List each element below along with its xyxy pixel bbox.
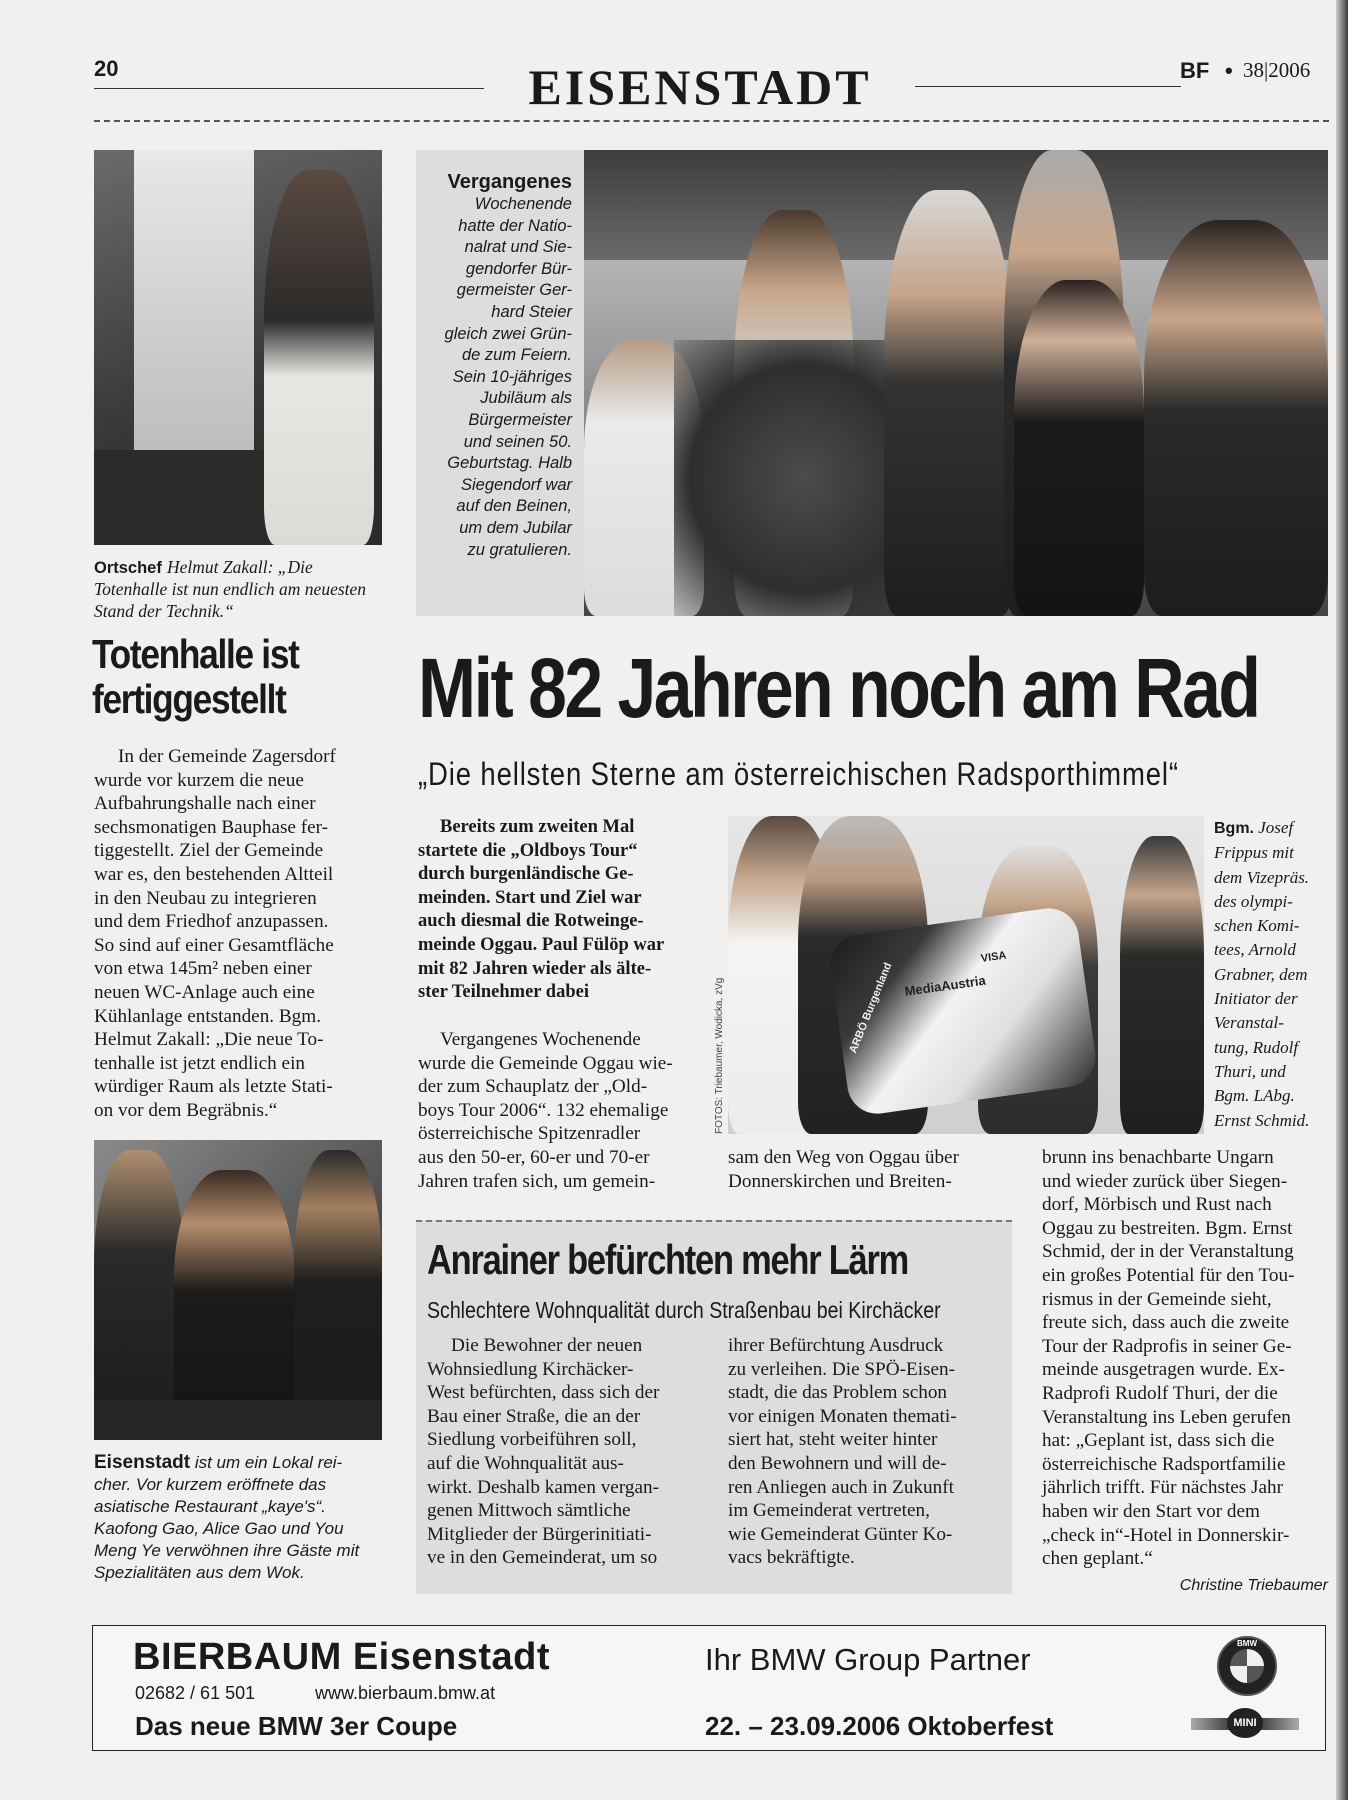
totenhalle-photo: [94, 150, 382, 545]
caption-line: Bgm. LAbg.: [1214, 1086, 1295, 1106]
text-line: Schmid, der in der Veranstaltung: [1042, 1241, 1294, 1263]
caption-line: Thuri, und: [1214, 1061, 1286, 1081]
caption-line: Jubiläum als: [480, 389, 572, 408]
text-line: Donnerskirchen und Breiten-: [728, 1170, 952, 1192]
restaurant-caption: [94, 1452, 394, 1584]
caption-line: Initiator der: [1214, 989, 1298, 1009]
text-line: siert hat, steht weiter hinter: [728, 1429, 938, 1451]
caption-line: und seinen 50.: [463, 432, 572, 451]
header-bullet: •: [1225, 58, 1233, 83]
text-line: wurde vor kurzem die neue: [94, 769, 304, 791]
bmw-logo: [1217, 1636, 1277, 1696]
lead-line: meinde Oggau. Paul Fülöp war: [418, 934, 665, 955]
text-line: tenhalle ist jetzt endlich ein: [94, 1052, 305, 1074]
text-line: wurde die Gemeinde Oggau wie-: [418, 1052, 673, 1074]
main-body-col3: [1042, 1146, 1328, 1571]
text-line: ve in den Gemeinderat, um so: [427, 1547, 658, 1569]
jersey-text-arbo: ARBÖ Burgenland: [847, 960, 895, 1055]
text-line: tiggestellt. Ziel der Gemeinde: [94, 840, 324, 862]
siegendorf-group-photo: [584, 150, 1328, 616]
lead-line: startete die „Oldboys Tour“: [418, 840, 638, 861]
main-lead: [418, 816, 698, 1005]
mini-logo-text: MINI: [1227, 1708, 1263, 1738]
text-line: Veranstaltung ins Leben gerufen: [1042, 1406, 1291, 1428]
caption-bold: Vergangenes: [447, 171, 572, 193]
caption-line: auf den Beinen,: [456, 497, 572, 516]
text-line: Vergangenes Wochenende: [440, 1029, 641, 1050]
caption-bold: Bgm.: [1214, 820, 1254, 837]
text-line: vor einigen Monaten themati-: [728, 1405, 957, 1427]
text-line: wie Gemeinderat Günter Ko-: [728, 1523, 953, 1545]
mini-logo: [1191, 1708, 1299, 1740]
caption-line: Ernst Schmid.: [1214, 1110, 1310, 1130]
totenhalle-body: [94, 745, 386, 1123]
caption-line: hatte der Natio-: [458, 216, 572, 235]
caption-line: Grabner, dem: [1214, 964, 1308, 984]
text-line: Aufbahrungshalle nach einer: [94, 793, 316, 815]
text-line: sam den Weg von Oggau über: [728, 1147, 959, 1168]
text-line: der zum Schauplatz der „Old-: [418, 1076, 648, 1098]
oldboys-group-photo: [728, 816, 1204, 1134]
text-line: hat: „Geplant ist, dass sich die: [1042, 1430, 1275, 1452]
text-line: haben wir den Start vor dem: [1042, 1500, 1260, 1522]
text-line: den Bewohnern und will de-: [728, 1452, 947, 1474]
text-line: österreichische Radsportfamilie: [1042, 1453, 1286, 1475]
lead-line: mit 82 Jahren wieder als älte-: [418, 958, 652, 979]
caption-line: Frippus mit: [1214, 843, 1294, 863]
text-line: in den Neubau zu integrieren: [94, 887, 317, 909]
caption-line: Bürgermeister: [468, 410, 572, 429]
text-line: wirkt. Deshalb kamen vergan-: [427, 1476, 659, 1498]
text-line: freute sich, dass auch die zweite: [1042, 1312, 1290, 1334]
text-line: neuen WC-Anlage auch eine: [94, 981, 315, 1003]
anrainer-col1: [427, 1334, 697, 1570]
text-line: on vor dem Begräbnis.“: [94, 1099, 278, 1121]
caption-line: hard Steier: [491, 302, 572, 321]
text-line: im Gemeinderat vertreten,: [728, 1500, 930, 1522]
caption-line: de zum Feiern.: [461, 346, 572, 365]
text-line: rismus in der Gemeinde sieht,: [1042, 1288, 1272, 1310]
lead-line: ster Teilnehmer dabei: [418, 982, 589, 1003]
text-line: West befürchten, dass sich der: [427, 1382, 660, 1404]
caption-line: germeister Ger-: [456, 281, 572, 300]
text-line: aus den 50-er, 60-er und 70-er: [418, 1146, 650, 1168]
text-line: von etwa 145m² neben einer: [94, 958, 312, 980]
ad-company: BIERBAUM Eisenstadt: [133, 1636, 550, 1678]
text-line: Siedlung vorbeiführen soll,: [427, 1429, 637, 1451]
text-line: war es, den bestehenden Altteil: [94, 863, 334, 885]
caption-line: cher. Vor kurzem eröffnete das: [94, 1475, 327, 1494]
jersey-text-visa: VISA: [980, 949, 1008, 965]
brand-mark: BF: [1180, 58, 1210, 83]
totenhalle-headline: [92, 632, 299, 722]
caption-line: Josef: [1258, 818, 1294, 837]
text-line: Helmut Zakall: „Die neue To-: [94, 1029, 324, 1051]
text-line: Jahren trafen sich, um gemein-: [418, 1170, 656, 1192]
text-line: brunn ins benachbarte Ungarn: [1042, 1147, 1274, 1168]
caption-line: Spezialitäten aus dem Wok.: [94, 1563, 305, 1582]
lead-line: meinden. Start und Ziel war: [418, 887, 642, 908]
caption-line: ist um ein Lokal rei-: [194, 1453, 343, 1472]
main-headline: Mit 82 Jahren noch am Rad: [418, 641, 1259, 735]
text-line: dorf, Mörbisch und Rust nach: [1042, 1194, 1272, 1216]
text-line: und wieder zurück über Siegen-: [1042, 1170, 1288, 1192]
text-line: ihrer Befürchtung Ausdruck: [728, 1335, 944, 1356]
caption-line: tung, Rudolf: [1214, 1037, 1299, 1057]
text-line: In der Gemeinde Zagersdorf: [118, 746, 336, 767]
restaurant-photo: [94, 1140, 382, 1440]
lead-line: Bereits zum zweiten Mal: [440, 817, 635, 837]
caption-line: tees, Arnold: [1214, 940, 1296, 960]
ad-partner: Ihr BMW Group Partner: [705, 1642, 1031, 1677]
text-line: auf die Wohnqualität aus-: [427, 1452, 624, 1474]
lead-line: auch diesmal die Rotweinge-: [418, 911, 644, 932]
text-line: Tour der Radprofis in seiner Ge-: [1042, 1335, 1292, 1357]
caption-line: zu gratulieren.: [467, 540, 572, 559]
text-line: meinde ausgetragen wurde. Ex-: [1042, 1359, 1285, 1381]
text-line: Kühlanlage entstanden. Bgm.: [94, 1005, 321, 1027]
caption-line: Veranstal-: [1214, 1013, 1284, 1033]
text-line: und dem Friedhof anzupassen.: [94, 911, 329, 933]
headline-line-1: Totenhalle ist: [92, 631, 299, 677]
text-line: chen geplant.“: [1042, 1548, 1153, 1570]
oldboys-photo-caption: [1214, 816, 1334, 1133]
caption-line: des olympi-: [1214, 891, 1293, 911]
jersey: [827, 904, 1100, 1117]
bierbaum-ad[interactable]: [92, 1625, 1326, 1751]
caption-line: nalrat und Sie-: [464, 238, 572, 257]
header-rule-left: [94, 88, 484, 89]
text-line: Die Bewohner der neuen: [451, 1335, 643, 1356]
caption-line: Siegendorf war: [461, 475, 572, 494]
header-dashed-divider: [94, 120, 1329, 122]
text-line: Bau einer Straße, die an der: [427, 1405, 641, 1427]
ad-phone: 02682 / 61 501: [135, 1683, 256, 1703]
text-line: würdiger Raum als letzte Stati-: [94, 1076, 333, 1098]
caption-line: gendorfer Bür-: [465, 259, 572, 278]
article-author: Christine Triebaumer: [1179, 1577, 1328, 1594]
anrainer-headline: Anrainer befürchten mehr Lärm: [427, 1236, 909, 1283]
text-line: Radprofi Rudolf Thuri, der die: [1042, 1382, 1278, 1404]
page-edge: [1336, 0, 1348, 1800]
ad-event: 22. – 23.09.2006 Oktoberfest: [705, 1711, 1054, 1741]
lead-line: durch burgenländische Ge-: [418, 864, 634, 885]
text-line: Wohnsiedlung Kirchäcker-: [427, 1358, 634, 1380]
caption-line: um dem Jubilar: [459, 518, 572, 537]
issue-number: 38|2006: [1243, 58, 1311, 82]
text-line: boys Tour 2006“. 132 ehemalige: [418, 1099, 669, 1121]
page-number: 20: [94, 56, 119, 81]
caption-line: Meng Ye verwöhnen ihre Gäste mit: [94, 1541, 360, 1560]
header-rule-right: [915, 86, 1181, 87]
photo-credit: FOTOS: Triebaumer, Wodicka, zVg: [714, 977, 725, 1134]
text-line: stadt, die das Problem schon: [728, 1382, 948, 1404]
caption-line: dem Vizepräs.: [1214, 867, 1310, 887]
caption-text: Helmut Zakall: „Die Totenhalle ist nun endlich am neuesten Stand der Technik.“: [94, 557, 367, 621]
caption-line: Geburtstag. Halb: [447, 454, 572, 473]
anrainer-subheadline: Schlechtere Wohnqualität durch Straßenbau bei Kirchäcker: [427, 1297, 941, 1323]
main-body-col2: [728, 1146, 1010, 1193]
caption-line: schen Komi-: [1214, 916, 1300, 936]
caption-line: Kaofong Gao, Alice Gao und You: [94, 1519, 344, 1538]
text-line: vacs bekräftigte.: [728, 1547, 855, 1569]
totenhalle-photo-caption: [94, 556, 389, 622]
text-line: sechsmonatigen Bauphase fer-: [94, 816, 329, 838]
caption-line: Wochenende: [474, 195, 572, 213]
caption-line: Sein 10-jähriges: [452, 367, 572, 386]
ad-url[interactable]: www.bierbaum.bmw.at: [315, 1683, 496, 1703]
caption-line: asiatische Restaurant „kaye's“.: [94, 1497, 326, 1516]
anrainer-dashed-divider: [416, 1220, 1012, 1222]
text-line: Mitglieder der Bürgerinitiati-: [427, 1523, 652, 1545]
text-line: ren Anliegen auch in Zukunft: [728, 1476, 954, 1498]
text-line: zu verleihen. Die SPÖ-Eisen-: [728, 1358, 955, 1380]
caption-bold: Eisenstadt: [94, 1452, 191, 1473]
main-subheadline: „Die hellsten Sterne am österreichischen Radsporthimmel“: [418, 756, 1179, 792]
bmw-logo-text: BMW: [1237, 1639, 1257, 1648]
caption-bold: Ortschef: [94, 559, 162, 577]
headline-line-2: fertiggestellt: [92, 676, 286, 722]
text-line: österreichische Spitzenradler: [418, 1123, 641, 1145]
ad-slogan: Das neue BMW 3er Coupe: [135, 1711, 458, 1741]
jersey-text-media: MediaAustria: [903, 972, 987, 999]
text-line: Oggau zu bestreiten. Bgm. Ernst: [1042, 1217, 1293, 1239]
caption-line: gleich zwei Grün-: [444, 324, 572, 343]
text-line: „check in“-Hotel in Donnerskir-: [1042, 1524, 1290, 1546]
text-line: So sind auf einer Gesamtfläche: [94, 934, 334, 956]
text-line: genen Mittwoch sämtliche: [427, 1500, 631, 1522]
section-title: EISENSTADT: [528, 59, 872, 115]
anrainer-col2: [728, 1334, 998, 1570]
main-body-col1: [418, 1028, 698, 1193]
text-line: ein großes Potential für den Tou-: [1042, 1264, 1295, 1286]
top-photo-caption: [422, 170, 572, 561]
text-line: jährlich trifft. Für nächstes Jahr: [1042, 1477, 1284, 1499]
